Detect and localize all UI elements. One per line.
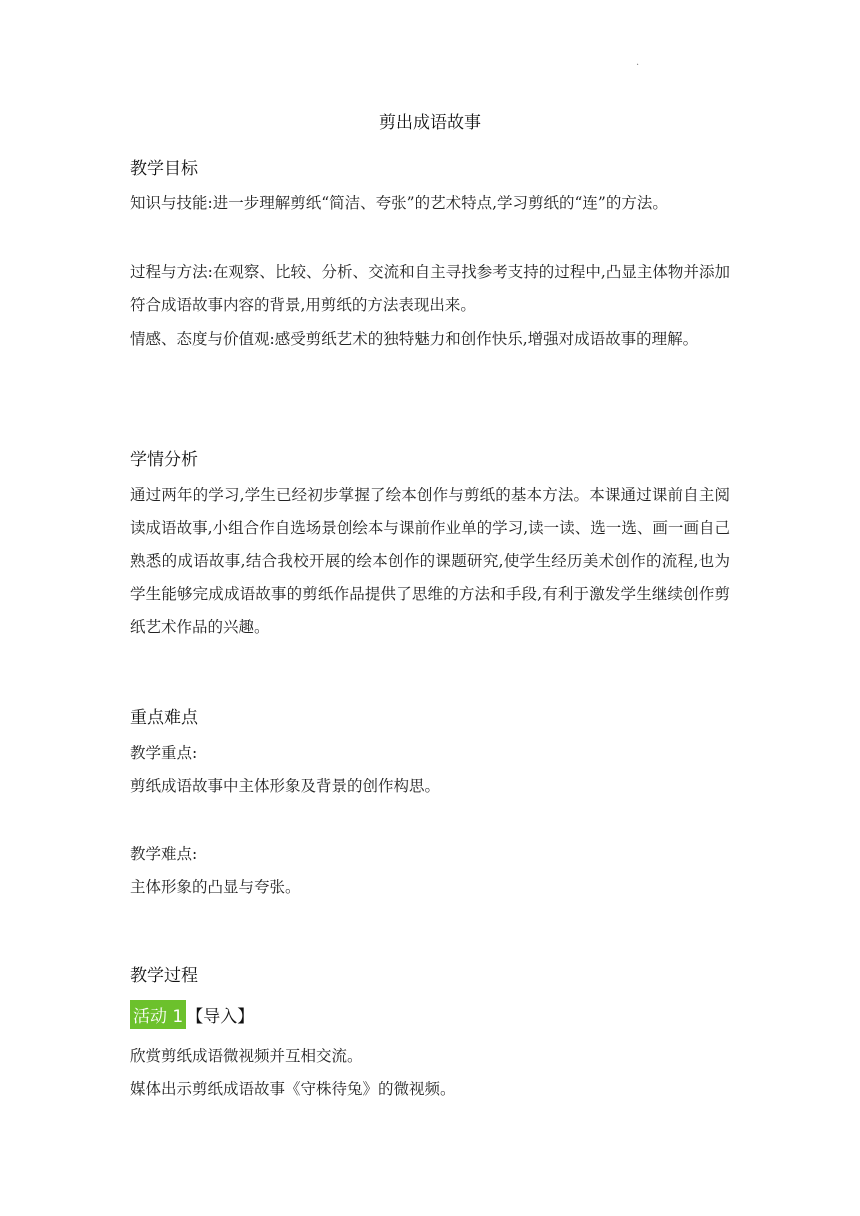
activity-badge: 活动 1	[130, 1000, 186, 1029]
goals-knowledge: 知识与技能:进一步理解剪纸“简洁、夸张”的艺术特点,学习剪纸的“连”的方法。	[130, 194, 668, 212]
analysis-heading: 学情分析	[130, 450, 198, 470]
goals-heading: 教学目标	[130, 159, 198, 179]
goals-emotion: 情感、态度与价值观:感受剪纸艺术的独特魅力和创作快乐,增强对成语故事的理解。	[130, 330, 699, 348]
process-line-2: 媒体出示剪纸成语故事《守株待兔》的微视频。	[130, 1080, 456, 1098]
difficulty-text: 主体形象的凸显与夸张。	[130, 878, 301, 896]
activity-1-header	[130, 1000, 254, 1029]
difficulty-label: 教学难点:	[130, 845, 198, 863]
process-heading: 教学过程	[130, 966, 198, 986]
activity-label: 【导入】	[186, 1007, 255, 1027]
process-line-1: 欣赏剪纸成语微视频并互相交流。	[130, 1047, 363, 1065]
goals-process: 过程与方法:在观察、比较、分析、交流和自主寻找参考支持的过程中,凸显主体物并添加符合成语故事内容的背景,用剪纸的方法表现出来。	[130, 263, 730, 314]
page-title: 剪出成语故事	[379, 113, 481, 133]
analysis-text: 通过两年的学习,学生已经初步掌握了绘本创作与剪纸的基本方法。本课通过课前自主阅读成语故事,小组合作自选场景创绘本与课前作业单的学习,读一读、选一选、画一画自己熟悉的成语故事,结合我校开展的绘本创作的课题研究,使学生经历美术创作的流程,也为学生能够完成成语故事的剪纸作品提供了思维的方法和手段,有利于激发学生继续创作剪纸艺术作品的兴趣。	[130, 486, 730, 636]
keypoints-heading: 重点难点	[130, 708, 198, 728]
header-mark: ·	[636, 60, 640, 71]
focus-text: 剪纸成语故事中主体形象及背景的创作构思。	[130, 777, 441, 795]
focus-label: 教学重点:	[130, 744, 198, 762]
